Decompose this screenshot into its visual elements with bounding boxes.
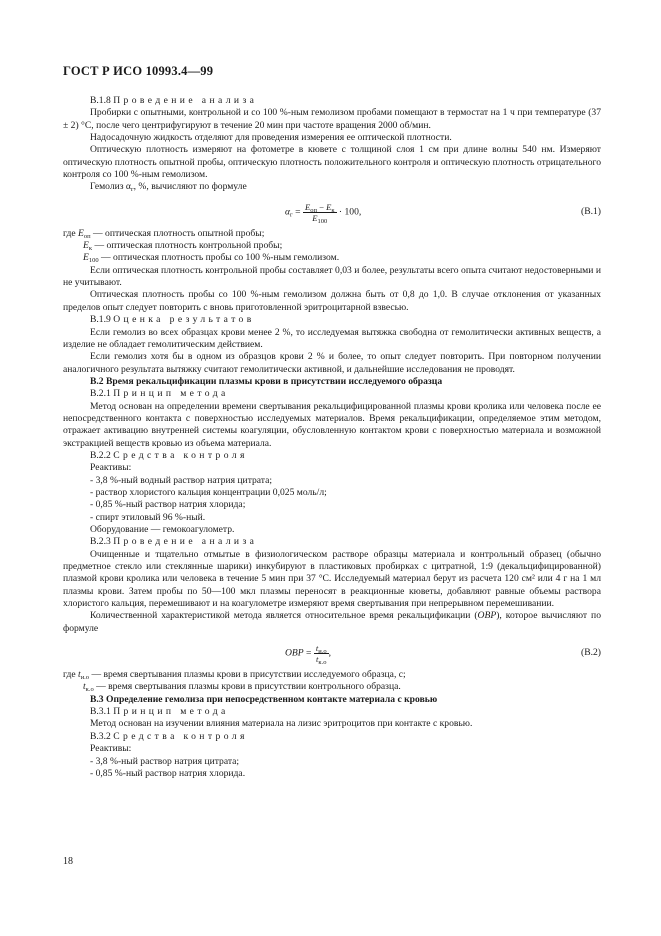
paragraph: Метод основан на определении времени свертывания рекальцифицированной плазмы крови кролика или человека после ее непосредственного контакта с поверхностью исследуемых материалов. Время рекальцификации, определяемое этим методом, отражает активацию внутренней системы коагуляции, обусловленную контактом крови с поверхностью материала и возможной экстракцией веществ кровью из объема материала.: [63, 400, 601, 449]
page-header: ГОСТ Р ИСО 10993.4—99: [63, 64, 214, 78]
list-caption: Реактивы:: [90, 743, 132, 755]
list-item: - 0,85 %-ный раствор натрия хлорида.: [90, 767, 246, 779]
paragraph: Надосадочную жидкость отделяют для проведения измерения ее оптической плотности.: [90, 132, 452, 144]
list-item: - раствор хлористого кальция концентрации 0,025 моль/л;: [90, 486, 327, 498]
subsection-heading-b23: В.2.3 Проведение анализа: [90, 536, 258, 548]
section-heading-b2: В.2 Время рекальцификации плазмы крови в присутствии исследуемого образца: [90, 375, 443, 387]
definition-line: $E_к$ — оптическая плотность контрольной пробы;: [83, 240, 283, 253]
definition-line: $E_{100}$ — оптическая плотность пробы со 100 %-ным гемолизом.: [83, 252, 340, 265]
list-item: - 3,8 %-ный раствор натрия цитрата;: [90, 755, 240, 767]
formula-b2: ОВР = $\frac{t_{и.о}}{t_{к.о}}$ , (В.2): [285, 643, 601, 667]
subsection-heading-b21: В.2.1 Принцип метода: [90, 388, 229, 400]
formula-number: (В.1): [581, 205, 601, 217]
list-item: - спирт этиловый 96 %-ный.: [90, 511, 206, 523]
subsection-heading-b31: В.3.1 Принцип метода: [90, 706, 229, 718]
subsection-heading-b22: В.2.2 Средства контроля: [90, 449, 248, 461]
fraction: $\frac{t_{и.о}}{t_{к.о}}$: [315, 643, 327, 667]
section-heading-b19: В.1.9 Оценка результатов: [90, 314, 255, 326]
paragraph: Оптическую плотность измеряют на фотометре в кювете с толщиной слоя 1 см при длине волны 540 нм. Измеряют оптическую плотность опытной пробы, оптическую плотность положительного контроля и оптическую плотность отрицательного контроля со 100 %-ным гемолизом.: [63, 144, 601, 181]
paragraph: Оптическая плотность пробы со 100 %-ным гемолизом должна быть от 0,8 до 1,0. В случае отклонения от указанных пределов опыт следует повторить с вновь приготовленной эритроцитарной взвесью.: [63, 289, 601, 313]
formula-intro: Гемолиз $\alpha_г$, %, вычисляют по формуле: [90, 181, 247, 194]
fraction: $\frac{E_{оп} - E_к}{E_{100}}$: [304, 201, 335, 225]
definition-line: где $t_{и.о}$ — время свертывания плазмы крови в присутствии исследуемого образца, с;: [63, 669, 406, 682]
paragraph: Если гемолиз хотя бы в одном из образцов крови 2 % и более, то опыт следует повторить. При повторном получении аналогичного результата вытяжку считают гемолитически активной, и дальнейшие исследования не проводят.: [63, 351, 601, 375]
paragraph: Пробирки с опытными, контрольной и со 100 %-ным гемолизом пробами помещают в термостат на 1 ч при температуре (37 ± 2) °С, после чего центрифугируют в течение 20 мин при частоте вращения 2000 об/мин.: [63, 107, 601, 131]
paragraph: Очищенные и тщательно отмытые в физиологическом растворе образцы материала и контрольный образец (обычно предметное стекло или стеклянные шарики) инкубируют в пластиковых пробирках с цитратной, 1:9 (декальцифицированной) плазмой крови кролика или человека в течение 5 мин при 37 °С. Исследуемый материал берут из расчета 120 см² или 4 г на 1 мл плазмы крови. Затем пробы по 50—100 мкл плазмы переносят в реакционные кюветы, добавляют равные объемы раствора хлористого кальция, перемешивают и на коагулометре измеряют время свертывания при непрерывном перемешивании.: [63, 548, 601, 610]
section-heading-b18: В.1.8 Проведение анализа: [90, 95, 258, 106]
definition-line: где $E_{оп}$ — оптическая плотность опытной пробы;: [63, 227, 265, 240]
definition-line: $t_{к.о}$ — время свертывания плазмы крови в присутствии контрольного образца.: [83, 681, 401, 694]
formula-b1: $\alpha_г$ = $\frac{E_{оп} - E_к}{E_{100}}$ · 100, (В.1): [285, 201, 601, 225]
subsection-heading-b32: В.3.2 Средства контроля: [90, 730, 248, 742]
paragraph: Количественной характеристикой метода является относительное время рекальцификации (ОВР), которое вычисляют по формуле: [63, 610, 601, 634]
list-item: - 3,8 %-ный водный раствор натрия цитрата;: [90, 474, 273, 486]
paragraph: Если гемолиз во всех образцах крови менее 2 %, то исследуемая вытяжка свободна от гемолитически активных веществ, а изделие не обладает гемолитическим действием.: [63, 326, 601, 350]
list-item: - 0,85 %-ный раствор натрия хлорида;: [90, 499, 246, 511]
document-body: [63, 95, 601, 780]
formula-number: (В.2): [581, 647, 601, 659]
paragraph: Метод основан на изучении влияния материала на лизис эритроцитов при контакте с кровью.: [90, 718, 473, 730]
list-caption: Реактивы:: [90, 462, 132, 474]
paragraph: Если оптическая плотность контрольной пробы составляет 0,03 и более, результаты всего опыта считают недостоверными и не учитывают.: [63, 264, 601, 289]
section-heading-b3: В.3 Определение гемолиза при непосредственном контакте материала с кровью: [90, 693, 438, 705]
page-number: 18: [63, 856, 73, 867]
paragraph: Оборудование — гемокоагулометр.: [90, 524, 235, 535]
